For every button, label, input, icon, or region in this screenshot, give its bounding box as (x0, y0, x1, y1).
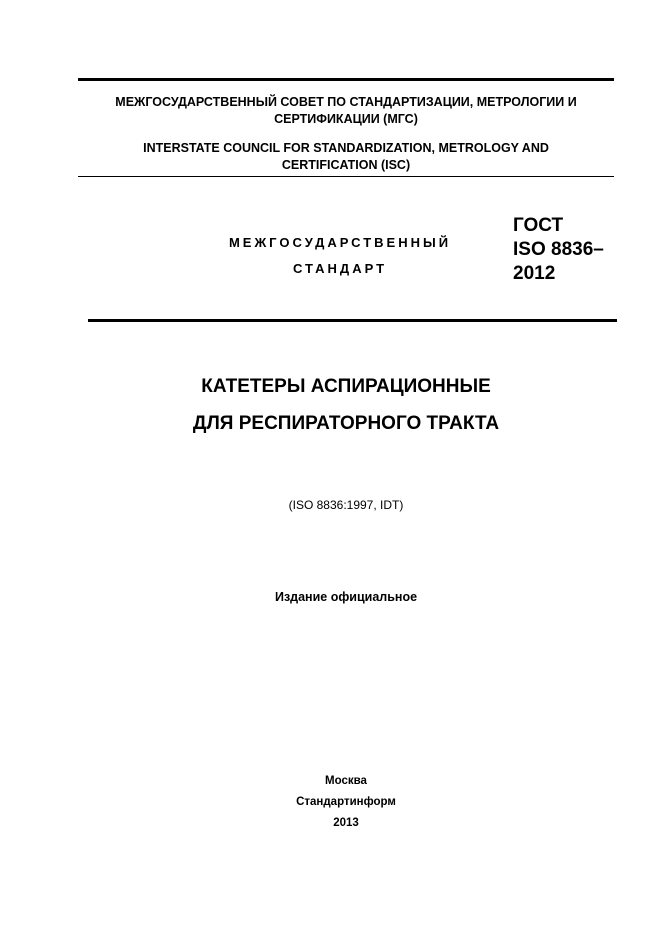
imprint-year: 2013 (333, 817, 359, 829)
council-name-en (78, 140, 614, 174)
council-name-ru (78, 94, 614, 128)
council-name-en-line1: INTERSTATE COUNCIL FOR STANDARDIZATION, METROLOGY AND (143, 141, 549, 155)
council-divider-rule (78, 176, 614, 177)
council-name-ru-line2: СЕРТИФИКАЦИИ (МГС) (274, 112, 418, 126)
imprint-city: Москва (325, 775, 367, 787)
council-name-ru-line1: МЕЖГОСУДАРСТВЕННЫЙ СОВЕТ ПО СТАНДАРТИЗАЦИИ, МЕТРОЛОГИИ И (115, 95, 577, 109)
designation-line3: 2012 (513, 263, 556, 284)
standard-type-line1: МЕЖГОСУДАРСТВЕННЫЙ (228, 235, 452, 250)
document-title-line2: ДЛЯ РЕСПИРАТОРНОГО ТРАКТА (192, 413, 500, 434)
top-rule (78, 78, 614, 81)
standard-type-line2: СТАНДАРТ (292, 261, 388, 276)
edition-label: Издание официальное (274, 590, 418, 604)
title-block-rule (88, 319, 617, 322)
designation-line2: ISO 8836– (513, 239, 604, 260)
designation-line1: ГОСТ (513, 215, 564, 236)
iso-reference: (ISO 8836:1997, IDT) (288, 498, 404, 512)
council-name-en-line2: CERTIFICATION (ISC) (281, 158, 411, 172)
imprint-publisher: Стандартинформ (296, 796, 396, 808)
document-title-line1: КАТЕТЕРЫ АСПИРАЦИОННЫЕ (201, 376, 491, 397)
standard-designation (513, 214, 604, 286)
